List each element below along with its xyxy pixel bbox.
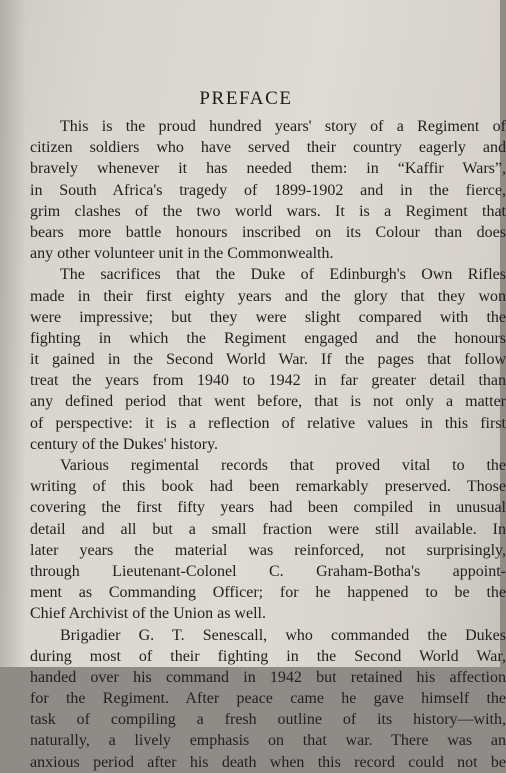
text-line: century of the Dukes' history. [30,435,219,453]
text-line: The sacrifices that the Duke of Edinburgh's Own Rifles [60,266,506,284]
text-line: bears more battle honours inscribed on its Colour than does [30,223,506,241]
text-line: any defined period that went before, that is not only a matter [30,393,506,411]
text-line: covering the first fifty years had been compiled in unusual [30,499,506,517]
text-line: naturally, a lively emphasis on that war. There was an [30,732,506,750]
text-line: through Lieutenant-Colonel C. Graham-Botha's appoint- [30,562,506,580]
preface-body-text [30,116,506,773]
text-line: any other volunteer unit in the Commonwealth. [30,245,334,263]
text-line: grim clashes of the two world wars. It is a Regiment that [30,202,506,220]
text-line: task of compiling a fresh outline of its history—with, [30,711,506,729]
text-line: during most of their fighting in the Second World War, [30,647,506,665]
text-line: handed over his command in 1942 but retained his affection [30,668,506,686]
text-line: it gained in the Second World War. If the pages that follow [30,351,506,369]
text-line: citizen soldiers who have served their country eagerly and [30,139,506,157]
text-line: writing of this book had been remarkably preserved. Those [30,478,506,496]
text-line: treat the years from 1940 to 1942 in far greater detail than [30,372,506,390]
text-line: fighting in which the Regiment engaged and the honours [30,329,506,347]
text-line: in South Africa's tragedy of 1899-1902 and in the fierce, [30,181,506,199]
text-line: for the Regiment. After peace came he gave himself the [30,690,506,708]
text-line: This is the proud hundred years' story of a Regiment of [60,118,506,135]
text-line: anxious period after his death when this record could not be [30,753,506,771]
text-line: detail and all but a small fraction were still available. In [30,520,506,538]
text-line: made in their first eighty years and the glory that they won [30,287,506,305]
text-line: Brigadier G. T. Senescall, who commanded the Dukes [60,626,506,644]
text-line: Chief Archivist of the Union as well. [30,605,266,623]
text-line: were impressive; but they were slight compared with the [30,308,506,326]
page-title: PREFACE [199,88,293,109]
text-line: Various regimental records that proved vital to the [60,457,506,474]
text-line: ment as Commanding Officer; for he happened to be the [30,584,506,602]
text-line: later years the material was reinforced, not surprisingly, [30,541,506,559]
text-line: of perspective: it is a reflection of relative values in this first [30,414,506,432]
text-line: bravely whenever it has needed them: in “Kaffir Wars”, [30,160,506,178]
